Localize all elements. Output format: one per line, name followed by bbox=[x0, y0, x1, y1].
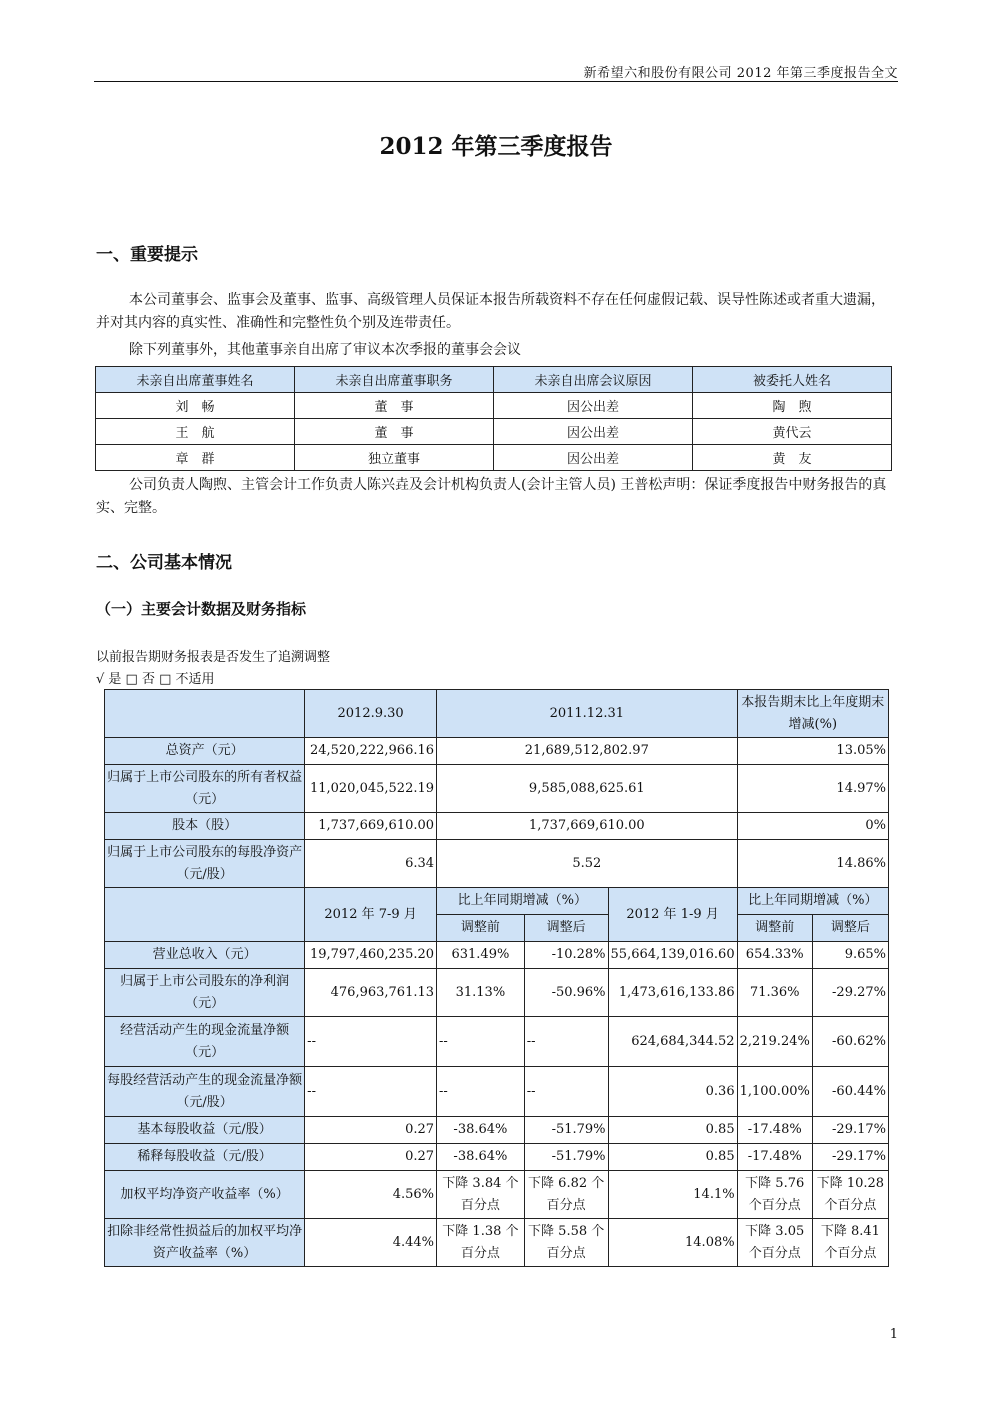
table-header-cell: 调整前 bbox=[737, 915, 812, 942]
row-label: 稀释每股收益（元/股） bbox=[105, 1144, 305, 1171]
table-cell: -51.79% bbox=[524, 1144, 608, 1171]
table-cell: 476,963,761.13 bbox=[305, 969, 437, 1017]
table-cell: -17.48% bbox=[737, 1117, 812, 1144]
table-row bbox=[105, 1171, 889, 1219]
table-cell: -29.17% bbox=[812, 1117, 888, 1144]
row-label: 每股经营活动产生的现金流量净额（元/股） bbox=[105, 1067, 305, 1117]
row-label: 加权平均净资产收益率（%） bbox=[105, 1171, 305, 1219]
table-cell: 13.05% bbox=[737, 738, 888, 765]
table-row bbox=[105, 1117, 889, 1144]
table-cell: 1,473,616,133.86 bbox=[608, 969, 737, 1017]
table-cell: -- bbox=[524, 1017, 608, 1067]
table-row bbox=[105, 765, 889, 813]
table-header-cell: 2012 年 7-9 月 bbox=[305, 888, 437, 942]
table-row bbox=[96, 445, 892, 471]
table-header-cell: 调整前 bbox=[437, 915, 525, 942]
table-cell: -29.27% bbox=[812, 969, 888, 1017]
table-header-cell: 被委托人姓名 bbox=[693, 367, 892, 393]
table-cell: 0.27 bbox=[305, 1117, 437, 1144]
table-cell: 因公出差 bbox=[494, 419, 693, 445]
table-row bbox=[105, 1067, 889, 1117]
table-cell: 71.36% bbox=[737, 969, 812, 1017]
table-cell: 14.08% bbox=[608, 1219, 737, 1267]
table-cell: 4.56% bbox=[305, 1171, 437, 1219]
restatement-options: √ 是 □ 否 □ 不适用 bbox=[96, 672, 215, 687]
table-cell: 下降 10.28 个百分点 bbox=[812, 1171, 888, 1219]
table-header-cell: 2012.9.30 bbox=[305, 690, 437, 738]
table-cell: -- bbox=[305, 1017, 437, 1067]
table-cell: 陶 煦 bbox=[693, 393, 892, 419]
table-cell: 章 群 bbox=[96, 445, 295, 471]
table-cell: 董 事 bbox=[295, 393, 494, 419]
table-cell: 0.36 bbox=[608, 1067, 737, 1117]
table-header-cell: 2011.12.31 bbox=[437, 690, 738, 738]
table-cell: 631.49% bbox=[437, 942, 525, 969]
table-cell: 刘 畅 bbox=[96, 393, 295, 419]
absent-directors-table bbox=[95, 366, 892, 471]
section1-para3: 公司负责人陶煦、主管会计工作负责人陈兴垚及会计机构负责人(会计主管人员) 王普松声明：保证季度报告中财务报告的真实、完整。 bbox=[96, 477, 887, 516]
table-header-cell: 未亲自出席会议原因 bbox=[494, 367, 693, 393]
table-cell: 24,520,222,966.16 bbox=[305, 738, 437, 765]
subsection-heading: （一）主要会计数据及财务指标 bbox=[96, 600, 307, 618]
table-cell: 1,100.00% bbox=[737, 1067, 812, 1117]
table-cell: 下降 1.38 个百分点 bbox=[437, 1219, 525, 1267]
table-header-cell: 比上年同期增减（%） bbox=[737, 888, 888, 915]
table-cell: -10.28% bbox=[524, 942, 608, 969]
table-cell: -- bbox=[437, 1017, 525, 1067]
table-row bbox=[105, 969, 889, 1017]
table-cell: 5.52 bbox=[437, 840, 738, 888]
table-cell: 19,797,460,235.20 bbox=[305, 942, 437, 969]
table-cell: 31.13% bbox=[437, 969, 525, 1017]
table-cell: 0.85 bbox=[608, 1117, 737, 1144]
table-cell: 4.44% bbox=[305, 1219, 437, 1267]
table-cell: 21,689,512,802.97 bbox=[437, 738, 738, 765]
table-cell: -51.79% bbox=[524, 1117, 608, 1144]
table-row bbox=[105, 840, 889, 888]
table-cell: 9,585,088,625.61 bbox=[437, 765, 738, 813]
table-header-cell: 2012 年 1-9 月 bbox=[608, 888, 737, 942]
table-header-row bbox=[105, 888, 889, 915]
table-cell: 因公出差 bbox=[494, 393, 693, 419]
table-cell: 11,020,045,522.19 bbox=[305, 765, 437, 813]
table-cell: 因公出差 bbox=[494, 445, 693, 471]
running-header: 新希望六和股份有限公司 2012 年第三季度报告全文 bbox=[583, 66, 898, 81]
table-cell: 14.1% bbox=[608, 1171, 737, 1219]
section1-heading: 一、重要提示 bbox=[96, 245, 198, 265]
row-label: 归属于上市公司股东的净利润（元） bbox=[105, 969, 305, 1017]
table-cell: -60.44% bbox=[812, 1067, 888, 1117]
row-label: 归属于上市公司股东的所有者权益（元） bbox=[105, 765, 305, 813]
table-cell: 黄代云 bbox=[693, 419, 892, 445]
table-header-cell: 本报告期末比上年度期末增减(%) bbox=[737, 690, 888, 738]
table-cell: 2,219.24% bbox=[737, 1017, 812, 1067]
restatement-note: 以前报告期财务报表是否发生了追溯调整 bbox=[96, 650, 331, 665]
table-row bbox=[96, 419, 892, 445]
row-label: 股本（股） bbox=[105, 813, 305, 840]
table-cell: 下降 6.82 个百分点 bbox=[524, 1171, 608, 1219]
table-cell: 下降 3.84 个百分点 bbox=[437, 1171, 525, 1219]
table-cell: -- bbox=[305, 1067, 437, 1117]
table-cell: 黄 友 bbox=[693, 445, 892, 471]
table-cell: 下降 5.58 个百分点 bbox=[524, 1219, 608, 1267]
document-title: 2012 年第三季度报告 bbox=[379, 133, 613, 160]
table-cell: -29.17% bbox=[812, 1144, 888, 1171]
table-cell: -38.64% bbox=[437, 1117, 525, 1144]
table-cell: 下降 3.05 个百分点 bbox=[737, 1219, 812, 1267]
table-row bbox=[105, 1144, 889, 1171]
table-cell: 654.33% bbox=[737, 942, 812, 969]
table-cell: -- bbox=[437, 1067, 525, 1117]
table-cell: 董 事 bbox=[295, 419, 494, 445]
table-row bbox=[105, 1219, 889, 1267]
table-cell: -17.48% bbox=[737, 1144, 812, 1171]
section2-heading: 二、公司基本情况 bbox=[96, 553, 232, 573]
table-row bbox=[105, 1017, 889, 1067]
row-label: 营业总收入（元） bbox=[105, 942, 305, 969]
table-cell: 14.86% bbox=[737, 840, 888, 888]
header-rule bbox=[94, 81, 898, 82]
table-cell: 1,737,669,610.00 bbox=[305, 813, 437, 840]
table-row bbox=[96, 393, 892, 419]
table-cell: 王 航 bbox=[96, 419, 295, 445]
table-cell: 0.85 bbox=[608, 1144, 737, 1171]
row-label: 归属于上市公司股东的每股净资产（元/股） bbox=[105, 840, 305, 888]
table-header-row bbox=[105, 690, 889, 738]
table-header-cell bbox=[105, 888, 305, 942]
table-cell: -60.62% bbox=[812, 1017, 888, 1067]
table-header-row bbox=[96, 367, 892, 393]
table-cell: 6.34 bbox=[305, 840, 437, 888]
section1-para1: 本公司董事会、监事会及董事、监事、高级管理人员保证本报告所载资料不存在任何虚假记载、误导性陈述或者重大遗漏，并对其内容的真实性、准确性和完整性负个别及连带责任。 bbox=[96, 292, 885, 331]
table-cell: 624,684,344.52 bbox=[608, 1017, 737, 1067]
table-cell: 9.65% bbox=[812, 942, 888, 969]
table-cell: 下降 8.41 个百分点 bbox=[812, 1219, 888, 1267]
table-header-cell: 调整后 bbox=[812, 915, 888, 942]
table-header-cell: 比上年同期增减（%） bbox=[437, 888, 609, 915]
table-cell: -50.96% bbox=[524, 969, 608, 1017]
table-row bbox=[105, 942, 889, 969]
table-row bbox=[105, 813, 889, 840]
table-cell: 0% bbox=[737, 813, 888, 840]
table-header-cell bbox=[105, 690, 305, 738]
page-number: 1 bbox=[889, 1327, 898, 1342]
table-header-cell: 调整后 bbox=[524, 915, 608, 942]
table-row bbox=[105, 738, 889, 765]
row-label: 经营活动产生的现金流量净额（元） bbox=[105, 1017, 305, 1067]
table-cell: -38.64% bbox=[437, 1144, 525, 1171]
table-header-cell: 未亲自出席董事姓名 bbox=[96, 367, 295, 393]
table-cell: 0.27 bbox=[305, 1144, 437, 1171]
table-cell: 55,664,139,016.60 bbox=[608, 942, 737, 969]
table-header-cell: 未亲自出席董事职务 bbox=[295, 367, 494, 393]
financial-indicators-table bbox=[104, 689, 889, 1267]
table-cell: -- bbox=[524, 1067, 608, 1117]
table-cell: 下降 5.76 个百分点 bbox=[737, 1171, 812, 1219]
table-cell: 1,737,669,610.00 bbox=[437, 813, 738, 840]
section1-para2: 除下列董事外，其他董事亲自出席了审议本次季报的董事会会议 bbox=[129, 342, 521, 358]
row-label: 基本每股收益（元/股） bbox=[105, 1117, 305, 1144]
row-label: 总资产（元） bbox=[105, 738, 305, 765]
table-cell: 独立董事 bbox=[295, 445, 494, 471]
table-cell: 14.97% bbox=[737, 765, 888, 813]
row-label: 扣除非经常性损益后的加权平均净资产收益率（%） bbox=[105, 1219, 305, 1267]
